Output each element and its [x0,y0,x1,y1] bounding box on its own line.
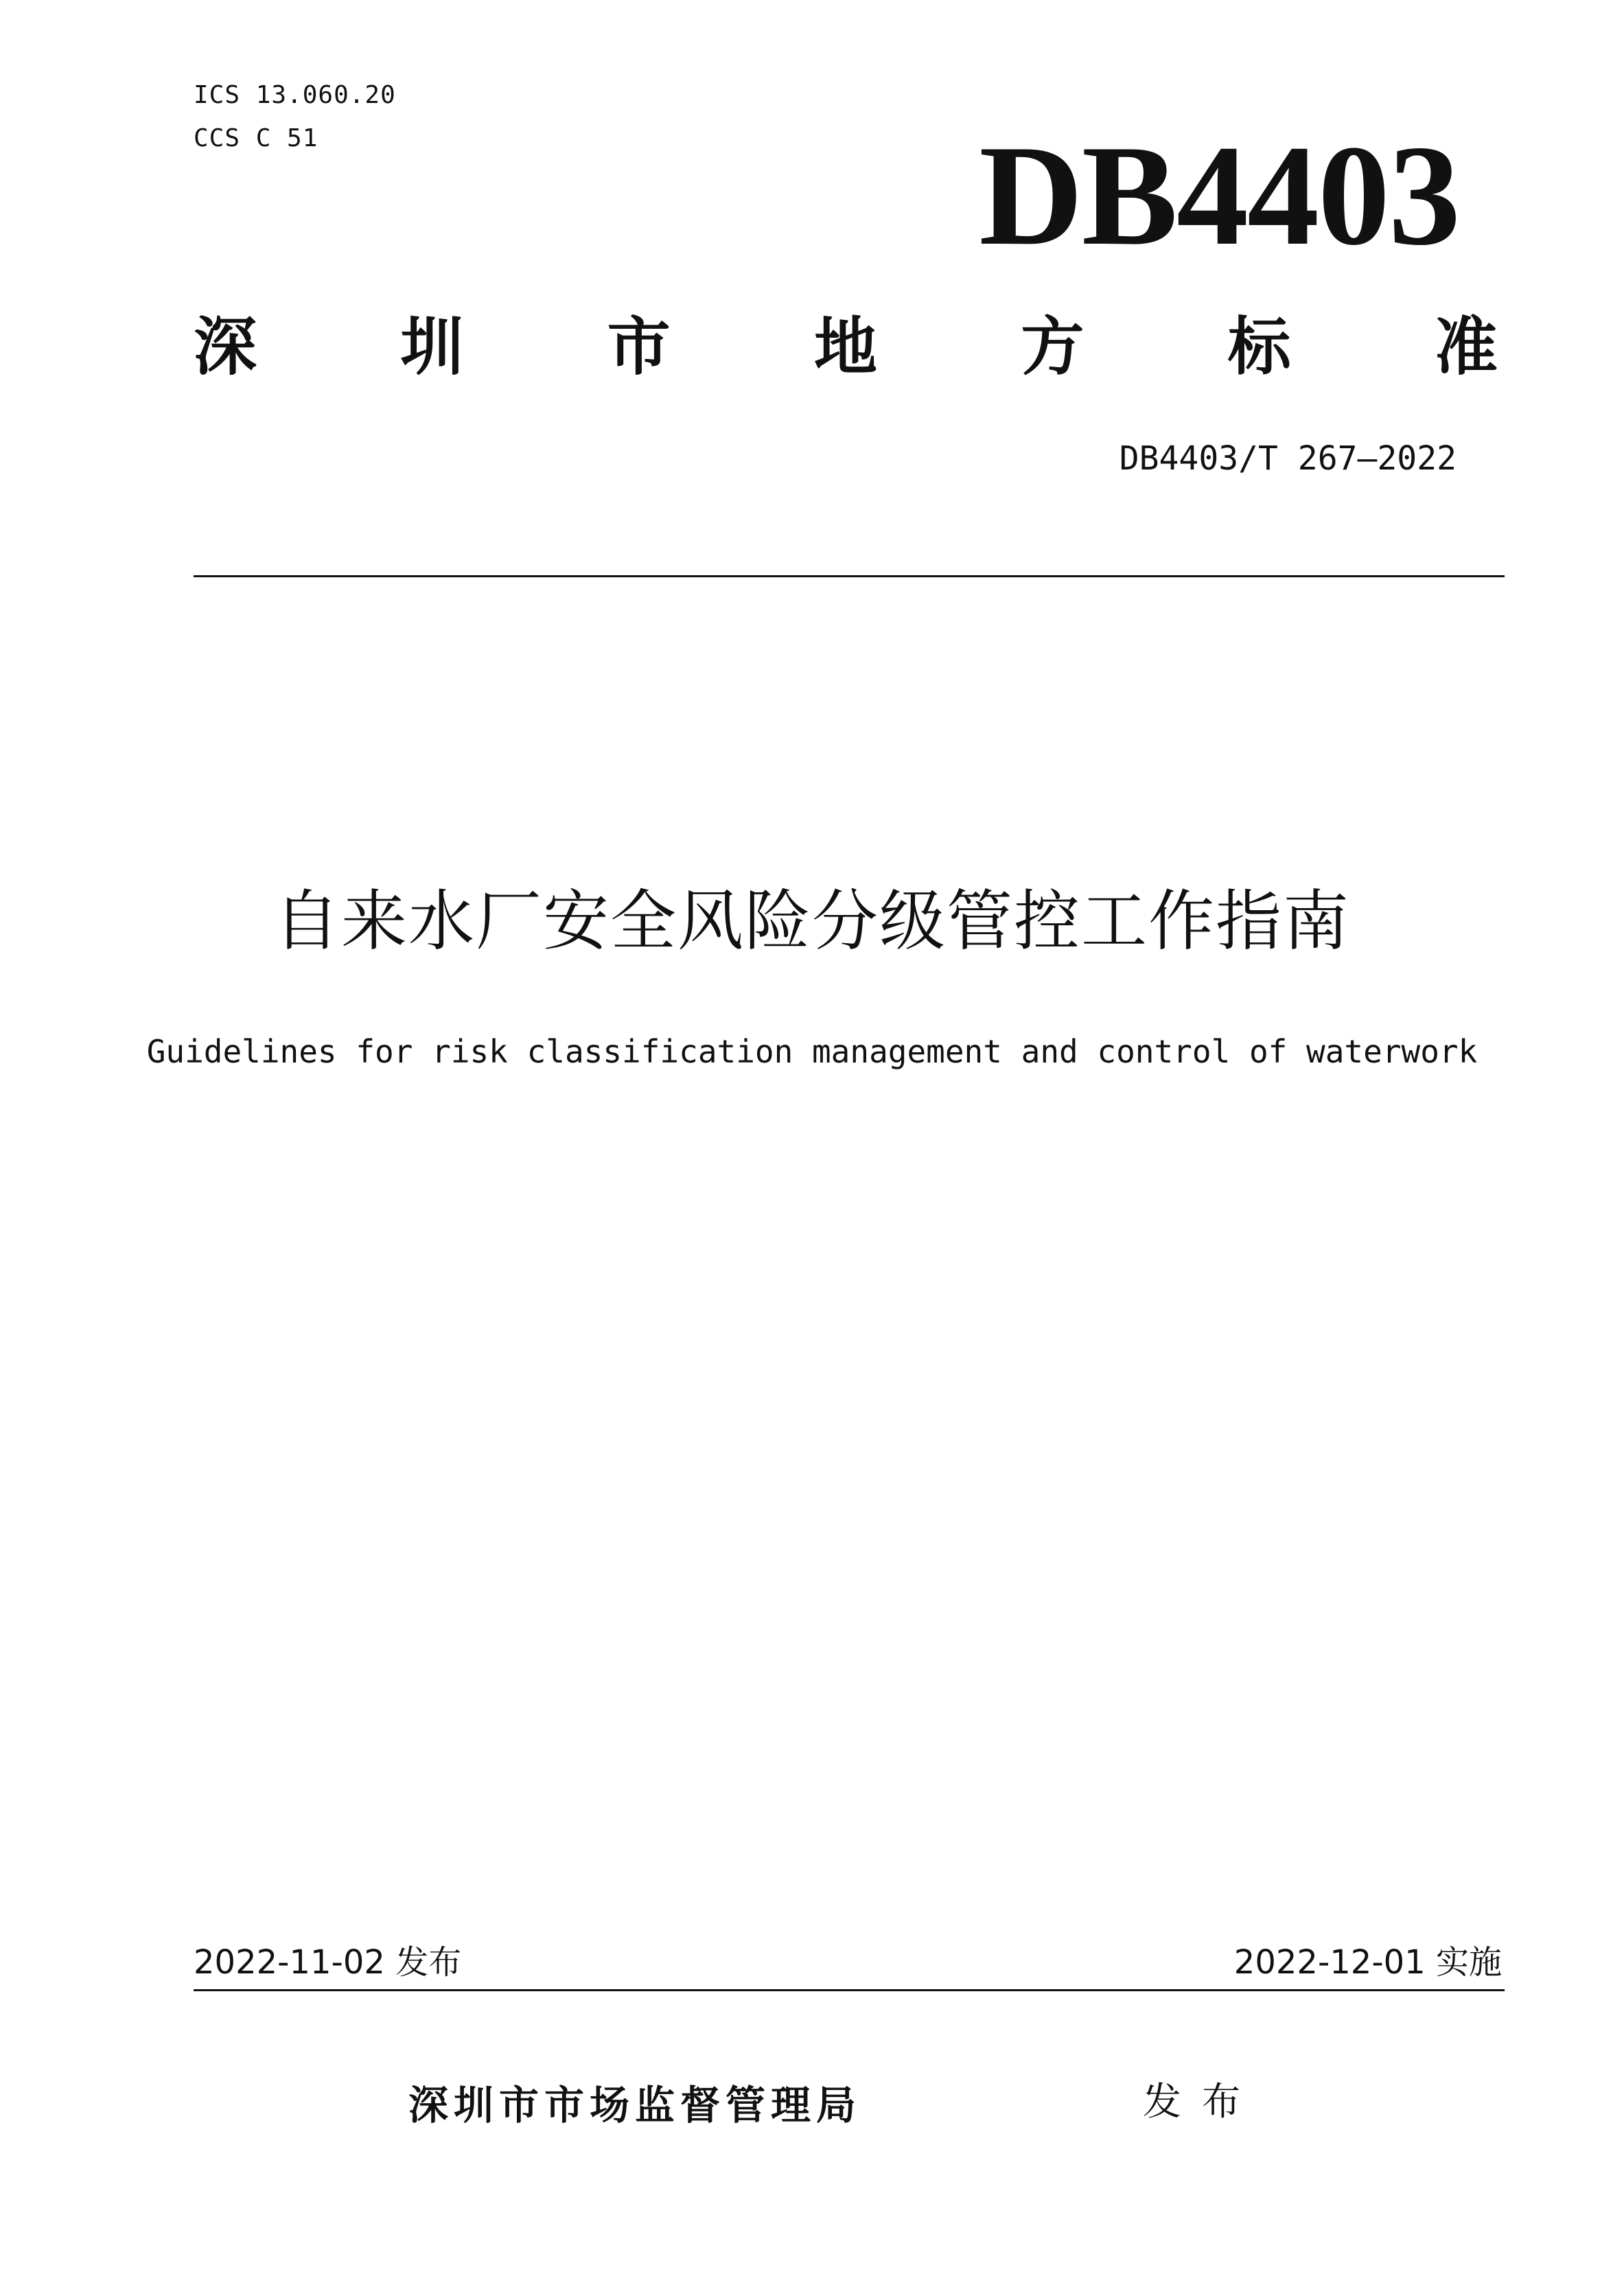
standard-number: DB4403/T 267—2022 [1119,439,1457,478]
ccs-code: CCS C 51 [194,124,318,152]
issuing-authority: 深圳市市场监督管理局 [408,2082,862,2129]
standard-type-char: 圳 [400,310,464,384]
standard-type-char: 深 [194,310,257,384]
standard-type-heading [194,310,1498,384]
bottom-divider [194,1989,1505,1991]
title-chinese: 自来水厂安全风险分级管控工作指南 [274,883,1350,960]
standard-type-char: 准 [1434,310,1498,384]
standard-code-logo: DB4403 [979,116,1459,275]
standard-type-char: 市 [607,310,671,384]
publish-date: 2022-11-02 发布 [194,1943,462,1982]
standard-type-char: 标 [1227,310,1291,384]
standard-type-char: 地 [813,310,877,384]
top-divider [194,575,1505,577]
issue-label: 发布 [1143,2080,1261,2124]
implement-date: 2022-12-01 实施 [1233,1943,1502,1982]
title-english: Guidelines for risk classification management and control of waterwork [146,1033,1478,1070]
ics-code: ICS 13.060.20 [194,81,396,109]
standard-type-char: 方 [1021,310,1084,384]
